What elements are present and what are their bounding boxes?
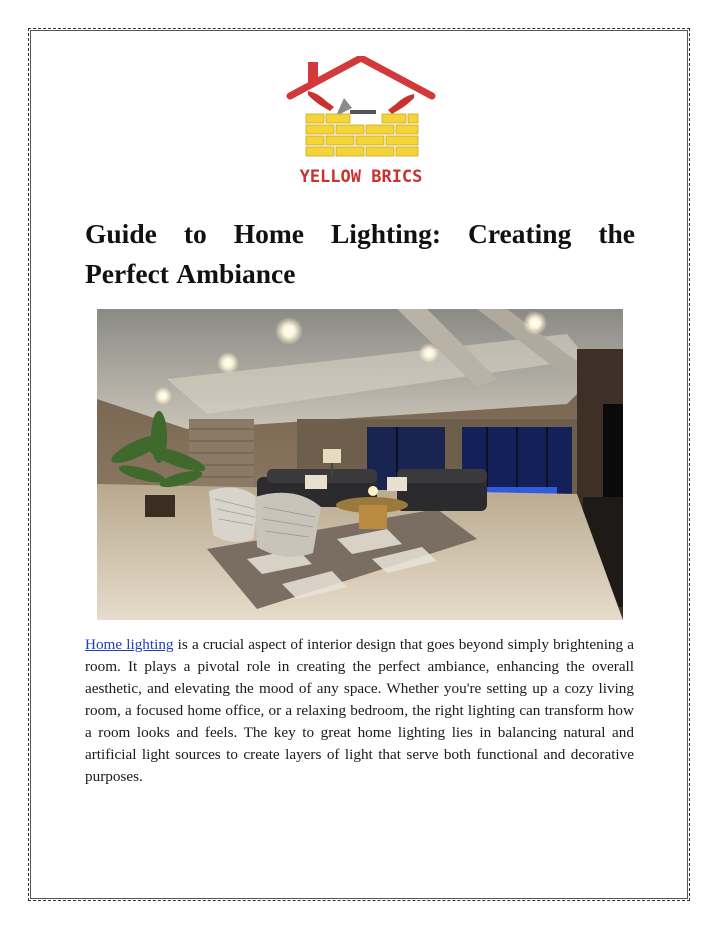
yellow-brics-logo	[286, 56, 436, 191]
body-paragraph	[85, 634, 634, 788]
hero-image	[97, 309, 623, 620]
body-text: is a crucial aspect of interior design that goes beyond simply brightening a room. It plays a pivotal role in creating the perfect ambiance, enhancing the overall aesthetic, and elevating the mood of any space. Whether you're setting up a cozy living room, a focused home office, or a relaxing bedroom, the right lighting can transform how a room looks and feels. The key to great home lighting lies in balancing natural and artificial light sources to create layers of light that serve both functional and decorative purposes.	[85, 636, 634, 785]
brand-name: YELLOW BRICS	[299, 167, 423, 187]
home-lighting-link[interactable]: Home lighting	[85, 636, 174, 653]
page-title: Guide to Home Lighting: Creating the Perfect Ambiance	[85, 218, 635, 289]
